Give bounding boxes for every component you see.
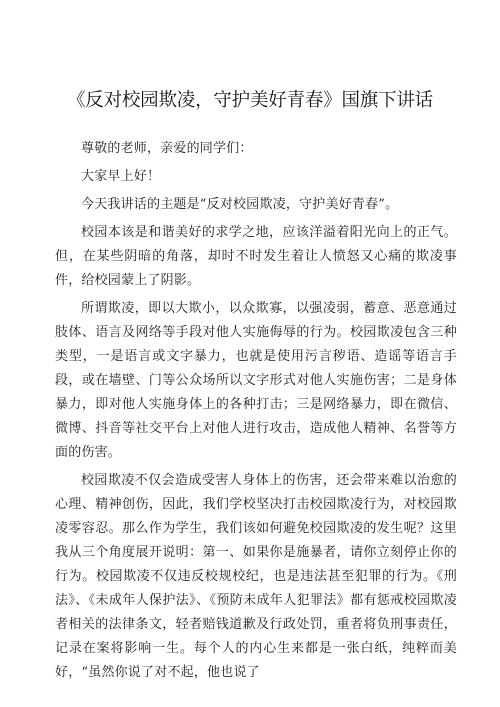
paragraph-definition: 所谓欺凌，即以大欺小，以众欺寡，以强凌弱，蓄意、恶意通过肢体、语言及网络等手段对他人实施侮辱的行为。校园欺凌包含三种类型，一是语言或文字暴力，也就是使用污言秽语、造谣等语言手段，或在墙壁、门等公众场所以文字形式对他人实施伤害；二是身体暴力，即对他人实施身体上的各种打击；三是网络暴力，即在微信、微博、抖音等社交平台上对他人进行攻击，造成他人精神、名誉等方面的伤害。 (55, 301, 457, 460)
paragraph-greeting: 大家早上好！ (81, 169, 161, 184)
paragraph-consequences: 校园欺凌不仅会造成受害人身体上的伤害，还会带来难以治愈的心理、精神创伤，因此，我们学校坚决打击校园欺凌行为，对校园欺凌零容忍。那么作为学生，我们该如何避免校园欺凌的发生呢？这里我从三个角度展开说明：第一、如果你是施暴者，请你立刻停止你的行为。校园欺凌不仅违反校规校纪，也是违法甚至犯罪的行为。《刑法》、《未成年人保护法》、《预防未成年人犯罪法》都有惩戒校园欺凌者相关的法律条文，轻者赔钱道歉及行政处罚，重者将负刑事责任，记录在案将影响一生。每个人的内心生来都是一张白纸，纯粹而美好，“虽然你说了对不起，他也说了 (55, 473, 457, 680)
paragraph-topic: 今天我讲话的主题是“反对校园欺凌，守护美好青春”。 (81, 197, 399, 212)
paragraph-salutation: 尊敬的老师，亲爱的同学们： (81, 141, 253, 156)
paragraph-intro: 校园本该是和谐美好的求学之地，应该洋溢着阳光向上的正气。但，在某些阴暗的角落，却时不时发生着让人愤怒又心痛的欺凌事件，给校园蒙上了阴影。 (55, 225, 457, 288)
document-title: 《反对校园欺凌，守护美好青春》国旗下讲话 (66, 90, 433, 111)
document-body (55, 137, 457, 685)
